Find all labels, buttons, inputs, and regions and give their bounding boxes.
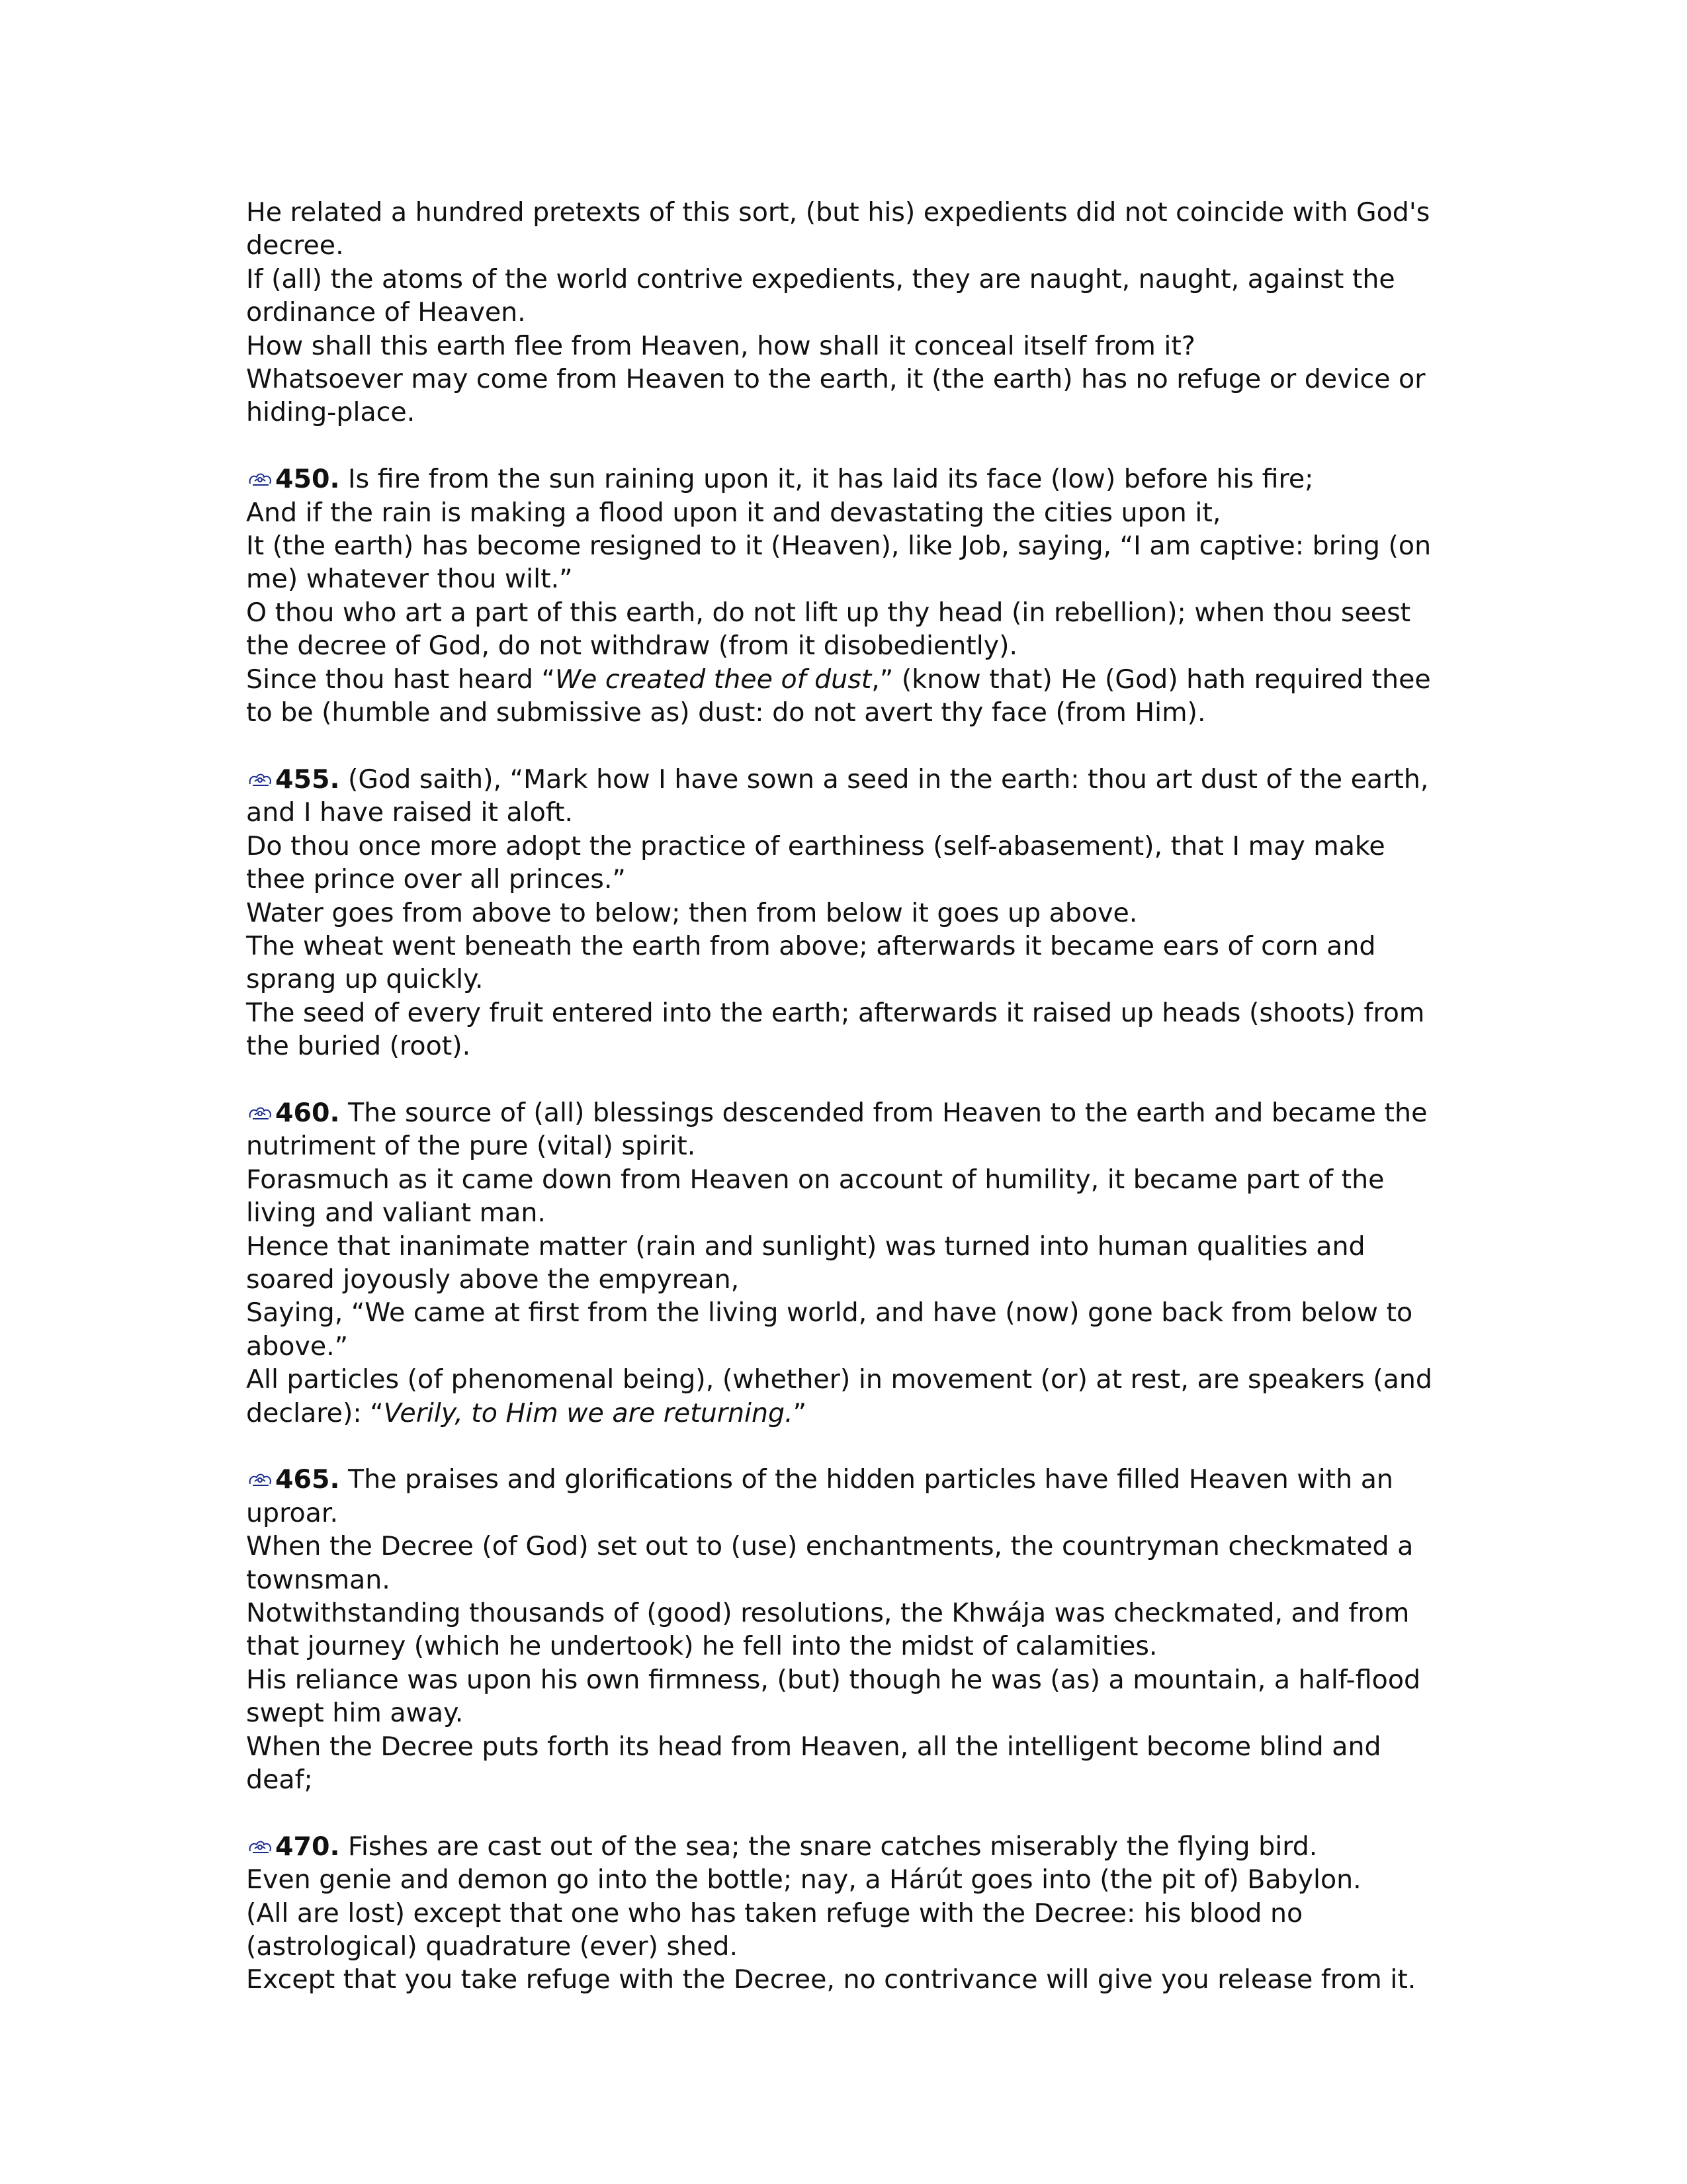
stanza-460 <box>246 1096 1449 1430</box>
verse-text: ,” (know that) He (God) hath required thee to be (humble and submissive as) dust: do not avert thy face (from Him). <box>246 664 1431 728</box>
verse-number: 450. <box>275 464 340 495</box>
verse-line: Except that you take refuge with the Decree, no contrivance will give you release from it. <box>246 1964 1416 1995</box>
ornament-icon <box>246 1103 274 1123</box>
verse-line: Water goes from above to below; then from below it goes up above. <box>246 897 1138 928</box>
verse-line: How shall this earth flee from Heaven, how shall it conceal itself from it? <box>246 330 1195 361</box>
verse-line <box>246 462 1449 496</box>
verse-line: If (all) the atoms of the world contrive expedients, they are naught, naught, against the ordinance of Heaven. <box>246 263 1395 328</box>
verse-line <box>246 663 1449 730</box>
verse-line: And if the rain is making a flood upon it and devastating the cities upon it, <box>246 497 1221 528</box>
verse-number: 460. <box>275 1097 340 1128</box>
verse-line: Whatsoever may come from Heaven to the earth, it (the earth) has no refuge or device or hiding-place. <box>246 364 1426 428</box>
verse-line: (All are lost) except that one who has taken refuge with the Decree: his blood no (astrological) quadrature (ever) shed. <box>246 1898 1303 1962</box>
stanza-465 <box>246 1463 1449 1796</box>
stanza-455 <box>246 763 1449 1063</box>
verse-line: Hence that inanimate matter (rain and sunlight) was turned into human qualities and soared joyously above the empyrean, <box>246 1231 1365 1295</box>
verse-text: (God saith), “Mark how I have sown a seed in the earth: thou art dust of the earth, and I have raised it aloft. <box>246 764 1429 828</box>
stanza-intro <box>246 196 1449 429</box>
verse-number: 455. <box>275 764 340 795</box>
verse-number: 465. <box>275 1464 340 1495</box>
verse-line: Do thou once more adopt the practice of earthiness (self-abasement), that I may make thee prince over all princes.” <box>246 830 1385 895</box>
verse-text: All particles (of phenomenal being), (whether) in movement (or) at rest, are speakers (and declare): “ <box>246 1364 1432 1428</box>
verse-text: Fishes are cast out of the sea; the snare catches miserably the flying bird. <box>339 1831 1318 1862</box>
verse-line <box>246 1363 1449 1430</box>
verse-number: 470. <box>275 1831 340 1862</box>
stanza-470 <box>246 1830 1449 1997</box>
verse-line <box>246 763 1449 830</box>
verse-line: The seed of every fruit entered into the earth; afterwards it raised up heads (shoots) from the buried (root). <box>246 997 1425 1062</box>
quoted-scripture: We created thee of dust <box>554 664 872 695</box>
verse-line: His reliance was upon his own firmness, (but) though he was (as) a mountain, a half-flood swept him away. <box>246 1664 1421 1729</box>
verse-line <box>246 1463 1449 1530</box>
ornament-icon <box>246 1837 274 1856</box>
verse-text: The praises and glorifications of the hidden particles have filled Heaven with an uproar. <box>246 1464 1393 1528</box>
verse-line: Forasmuch as it came down from Heaven on account of humility, it became part of the living and valiant man. <box>246 1164 1385 1229</box>
verse-line: The wheat went beneath the earth from above; afterwards it became ears of corn and sprang up quickly. <box>246 930 1376 995</box>
verse-text: Is fire from the sun raining upon it, it has laid its face (low) before his fire; <box>339 464 1314 495</box>
verse-line: Even genie and demon go into the bottle; nay, a Hárút goes into (the pit of) Babylon. <box>246 1864 1362 1896</box>
quoted-scripture: Verily, to Him we are returning. <box>383 1397 793 1428</box>
verse-line: O thou who art a part of this earth, do not lift up thy head (in rebellion); when thou seest the decree of God, do not withdraw (from it disobediently). <box>246 597 1411 662</box>
document-page <box>246 196 1449 2030</box>
verse-line <box>246 1096 1449 1163</box>
verse-text: The source of (all) blessings descended from Heaven to the earth and became the nutriment of the pure (vital) spirit. <box>246 1097 1428 1162</box>
verse-line: He related a hundred pretexts of this sort, (but his) expedients did not coincide with God's decree. <box>246 197 1430 261</box>
verse-line: When the Decree (of God) set out to (use) enchantments, the countryman checkmated a townsman. <box>246 1531 1414 1595</box>
verse-line: Saying, “We came at first from the living world, and have (now) gone back from below to above.” <box>246 1297 1413 1362</box>
verse-line: When the Decree puts forth its head from Heaven, all the intelligent become blind and deaf; <box>246 1731 1381 1796</box>
ornament-icon <box>246 1469 274 1489</box>
verse-line: Notwithstanding thousands of (good) resolutions, the Khwája was checkmated, and from that journey (which he undertook) he fell into the midst of calamities. <box>246 1598 1410 1662</box>
verse-text: Since thou hast heard “ <box>246 664 555 695</box>
verse-line: It (the earth) has become resigned to it (Heaven), like Job, saying, “I am captive: bring (on me) whatever thou wilt.” <box>246 531 1432 595</box>
ornament-icon <box>246 769 274 789</box>
ornament-icon <box>246 469 274 489</box>
verse-line <box>246 1830 1449 1863</box>
verse-text: ” <box>793 1397 807 1428</box>
stanza-450 <box>246 462 1449 729</box>
